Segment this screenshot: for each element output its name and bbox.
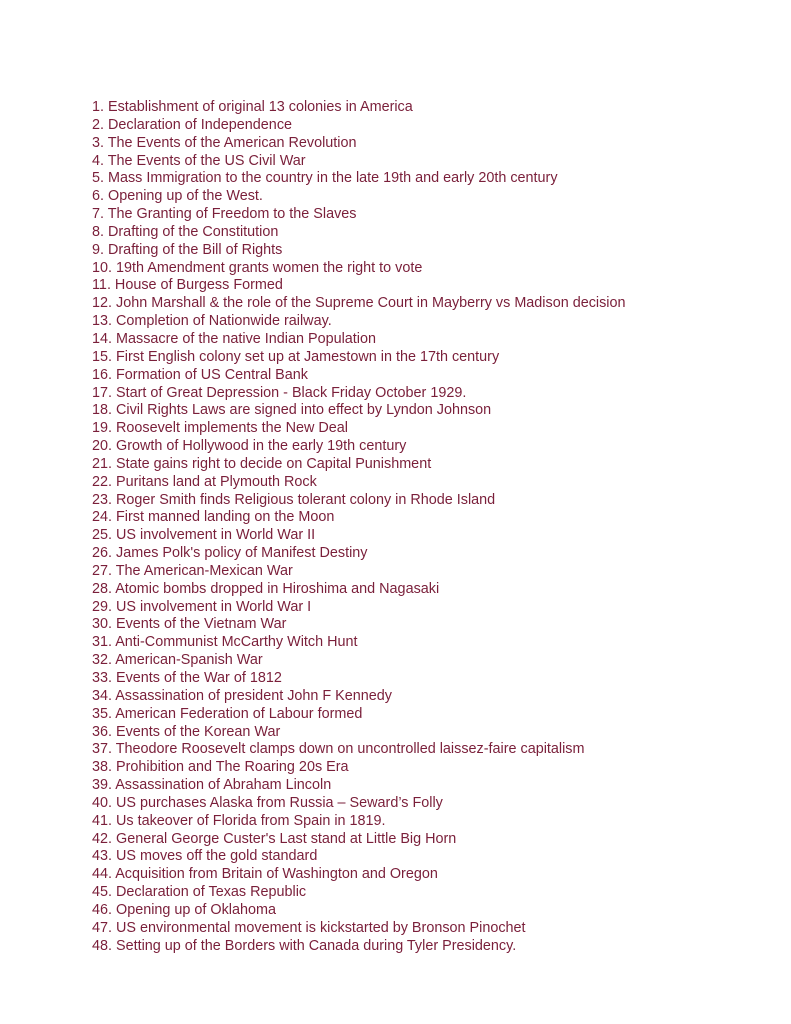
list-item: 24. First manned landing on the Moon xyxy=(92,509,335,526)
list-item: 23. Roger Smith finds Religious tolerant colony in Rhode Island xyxy=(92,491,496,508)
list-item: 30. Events of the Vietnam War xyxy=(92,616,287,633)
list-item: 48. Setting up of the Borders with Canada during Tyler Presidency. xyxy=(92,937,517,954)
list-item: 46. Opening up of Oklahoma xyxy=(92,901,277,918)
list-item: 27. The American-Mexican War xyxy=(92,562,293,579)
list-item: 34. Assassination of president John F Kennedy xyxy=(92,687,392,704)
list-item: 19. Roosevelt implements the New Deal xyxy=(92,420,348,437)
list-item: 43. US moves off the gold standard xyxy=(92,848,318,865)
list-item: 31. Anti-Communist McCarthy Witch Hunt xyxy=(92,634,358,651)
list-item: 22. Puritans land at Plymouth Rock xyxy=(92,473,317,490)
list-item: 18. Civil Rights Laws are signed into effect by Lyndon Johnson xyxy=(92,402,492,419)
list-item: 9. Drafting of the Bill of Rights xyxy=(92,241,283,258)
list-item: 14. Massacre of the native Indian Population xyxy=(92,330,376,347)
list-item: 29. US involvement in World War I xyxy=(92,598,312,615)
list-item: 7. The Granting of Freedom to the Slaves xyxy=(92,206,357,223)
list-item: 45. Declaration of Texas Republic xyxy=(92,884,307,901)
list-item: 15. First English colony set up at Jamestown in the 17th century xyxy=(92,348,500,365)
list-item: 6. Opening up of the West. xyxy=(92,188,263,205)
list-item: 37. Theodore Roosevelt clamps down on uncontrolled laissez-faire capitalism xyxy=(92,741,585,758)
list-item: 40. US purchases Alaska from Russia – Seward’s Folly xyxy=(92,794,443,811)
list-item: 39. Assassination of Abraham Lincoln xyxy=(92,777,332,794)
list-item: 25. US involvement in World War II xyxy=(92,527,316,544)
list-item: 32. American-Spanish War xyxy=(92,652,263,669)
list-item: 11. House of Burgess Formed xyxy=(92,277,283,294)
list-item: 42. General George Custer's Last stand at Little Big Horn xyxy=(92,830,457,847)
event-list xyxy=(92,99,626,956)
list-item: 12. John Marshall & the role of the Supreme Court in Mayberry vs Madison decision xyxy=(92,295,626,312)
list-item: 36. Events of the Korean War xyxy=(92,723,281,740)
list-item: 26. James Polk's policy of Manifest Destiny xyxy=(92,545,368,562)
list-item: 3. The Events of the American Revolution xyxy=(92,134,357,151)
list-item: 44. Acquisition from Britain of Washington and Oregon xyxy=(92,866,438,883)
list-item: 21. State gains right to decide on Capital Punishment xyxy=(92,455,432,472)
list-item: 33. Events of the War of 1812 xyxy=(92,670,282,686)
list-item: 38. Prohibition and The Roaring 20s Era xyxy=(92,759,349,776)
list-item: 16. Formation of US Central Bank xyxy=(92,366,308,383)
list-item: 41. Us takeover of Florida from Spain in 1819. xyxy=(92,812,386,829)
list-item: 4. The Events of the US Civil War xyxy=(92,152,306,169)
list-item: 10. 19th Amendment grants women the right to vote xyxy=(92,259,423,276)
list-item: 5. Mass Immigration to the country in the late 19th and early 20th century xyxy=(92,170,558,187)
list-item: 47. US environmental movement is kickstarted by Bronson Pinochet xyxy=(92,919,526,936)
list-item: 35. American Federation of Labour formed xyxy=(92,705,363,722)
list-item: 20. Growth of Hollywood in the early 19th century xyxy=(92,438,407,455)
list-item: 28. Atomic bombs dropped in Hiroshima and Nagasaki xyxy=(92,580,440,597)
list-item: 8. Drafting of the Constitution xyxy=(92,223,279,240)
list-item: 13. Completion of Nationwide railway. xyxy=(92,313,332,330)
list-item: 17. Start of Great Depression - Black Friday October 1929. xyxy=(92,384,467,401)
list-item: 1. Establishment of original 13 colonies in America xyxy=(92,99,413,115)
list-item: 2. Declaration of Independence xyxy=(92,116,293,133)
